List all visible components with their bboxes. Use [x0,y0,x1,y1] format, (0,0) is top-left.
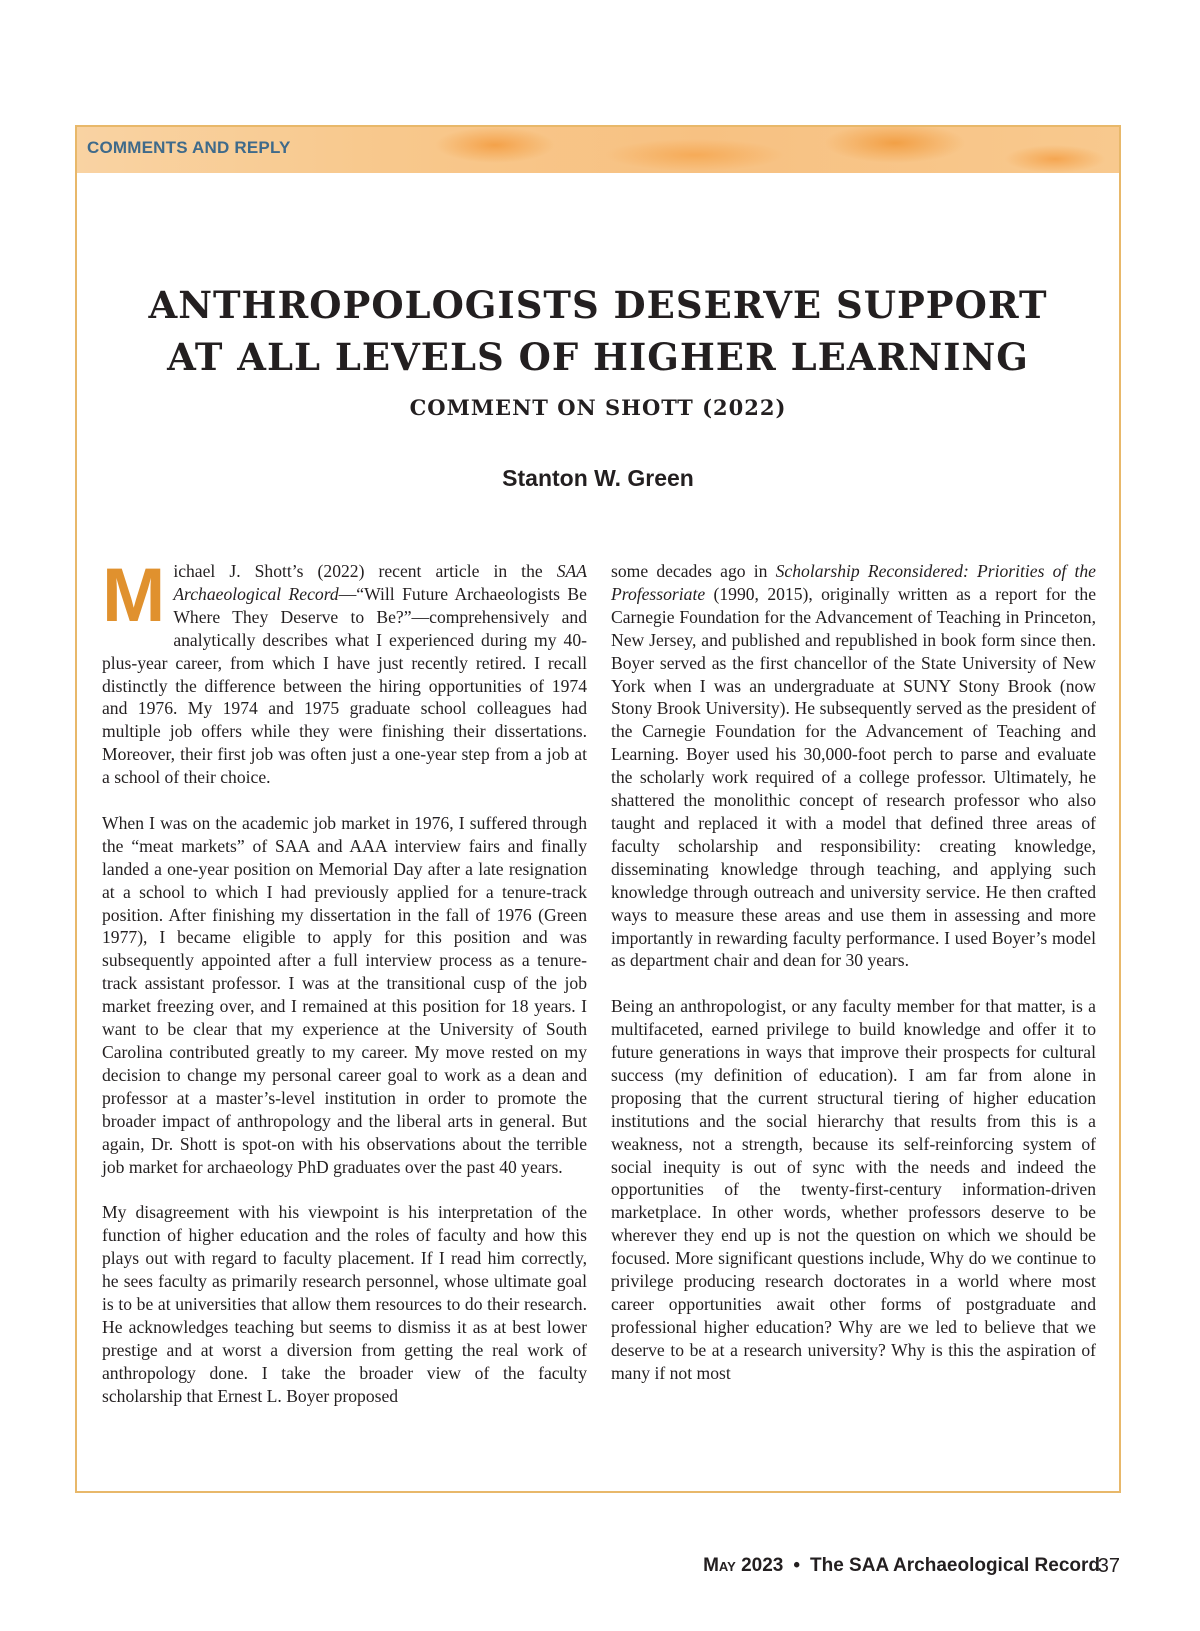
page-number: 37 [1097,1555,1120,1577]
left-column [102,553,587,1408]
paragraph-2: When I was on the academic job market in 1976, I suffered through the “meat markets” of SAA and AAA interview fairs and finally landed a one-year position on Memorial Day after a late resignation at a school to which I had previously applied for a tenure-track position. After finishing my dissertation in the fall of 1976 (Green 1977), I became eligible to apply for this position and was subsequently appointed after a full interview process as a tenure-track assistant professor. I was at the transitional cusp of the job market freezing over, and I remained at this position for 18 years. I want to be clear that my experience at the University of South Carolina contributed greatly to my career. My move rested on my decision to change my personal career goal to work as a dean and professor at a master’s-level institution in order to promote the broader impact of anthropology and the liberal arts in general. But again, Dr. Shott is spot-on with his observations about the terrible job market for archaeology PhD graduates over the past 40 years. [102,812,587,1177]
right-column [611,560,1096,1385]
paragraph-5: Being an anthropologist, or any faculty member for that matter, is a multifaceted, earned privilege to build knowledge and offer it to future generations in ways that improve their prospects for cultural success (my definition of education). I am far from alone in proposing that the current structural tiering of higher education institutions and the social hierarchy that results from this is a weakness, not a strength, because its self-reinforcing system of social inequity is out of sync with the needs and indeed the opportunities of the twenty-first-century information-driven marketplace. In other words, whether professors deserve to be wherever they end up is not the question on which we should be focused. More significant questions include, Why do we continue to privilege producing research doctorates in a world where most career opportunities await other forms of postgraduate and professional higher education? Why are we led to believe that we deserve to be at a research university? Why is this the aspiration of many if not most [611,996,1096,1383]
book-title: Scholarship Reconsidered: Priorities of the Professoriate [611,561,1096,604]
drop-cap: M [102,553,166,638]
paragraph-1-text-a: ichael J. Shott’s (2022) recent article in the [173,561,557,581]
paragraph-3: My disagreement with his viewpoint is his interpretation of the function of higher education and the roles of faculty and how this plays out with regard to faculty placement. If I read him correctly, he sees faculty as primarily research personnel, whose ultimate goal is to be at universities that allow them resources to do their research. He acknowledges teaching but seems to dismiss it as at best lower prestige and at worst a diversion from getting the real work of anthropology done. I take the broader view of the faculty scholarship that Ernest L. Boyer proposed [102,1202,587,1406]
paragraph-4-text-b: (1990, 2015), originally written as a report for the Carnegie Foundation for the Advancement of Teaching in Princeton, New Jersey, and published and republished in book form since then. Boyer served as the first chancellor of the State University of New York when I was an undergraduate at SUNY Stony Brook (now Stony Brook University). He subsequently served as the president of the Carnegie Foundation for the Advancement of Teaching and Learning. Boyer used his 30,000-foot perch to parse and evaluate the scholarly work required of a college professor. Ultimately, he shattered the monolithic concept of research professor who also taught and replaced it with a model that defined three areas of faculty scholarship and responsibility: creating knowledge, disseminating knowledge through teaching, and applying such knowledge through outreach and university service. He then crafted ways to measure these areas and use them in assessing and more importantly in rewarding faculty performance. I used Boyer’s model as department chair and dean for 30 years. [611,583,1096,971]
footer-publication: The SAA Archaeological Record [810,1555,1100,1576]
footer-date: May 2023 [703,1555,784,1576]
footer-bullet: • [793,1555,800,1576]
author-name: Stanton W. Green [502,465,694,491]
paragraph-4-text-a: some decades ago in [611,561,776,581]
article-title-line-1: ANTHROPOLOGISTS DESERVE SUPPORT [148,283,1048,327]
section-label: COMMENTS AND REPLY [87,138,291,157]
article-subtitle: COMMENT ON SHOTT (2022) [409,395,787,420]
article-title-line-2: AT ALL LEVELS OF HIGHER LEARNING [167,335,1029,379]
journal-title: SAA Archaeological Record [173,561,587,604]
paragraph-1 [102,553,587,789]
paragraph-4 [611,560,1096,972]
paragraph-1-text-b: —“Will Future Archaeologists Be Where They Deserve to Be?”—comprehensively and analytically describes what I experienced during my 40-plus-year career, from which I have just recently retired. I recall distinctly the difference between the hiring opportunities of 1974 and 1976. My 1974 and 1975 graduate school colleagues had multiple job offers while they were finishing their dissertations. Moreover, their first job was often just a one-year step from a job at a school of their choice. [102,583,587,788]
running-footer [703,1555,1100,1577]
